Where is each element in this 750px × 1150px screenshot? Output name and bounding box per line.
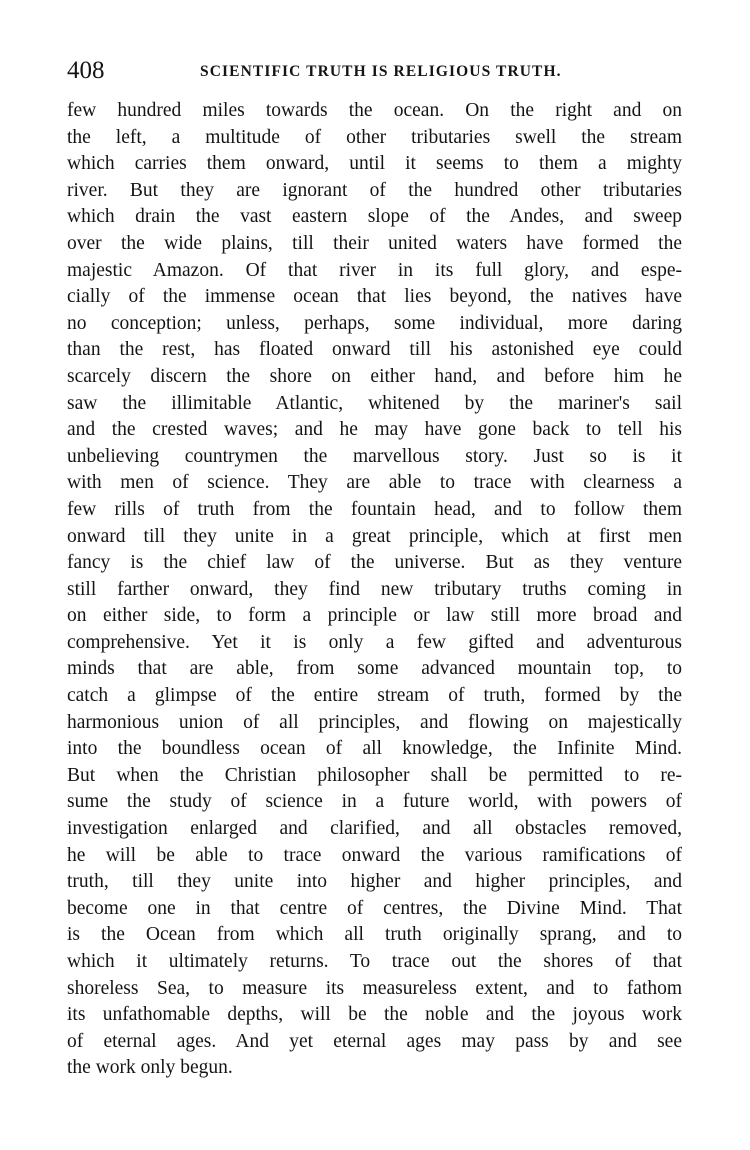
page-number: 408 [67,57,105,84]
text-line: and the crested waves; and he may have gone back to tell his [67,419,682,441]
text-line: scarcely discern the shore on either hand, and before him he [67,365,682,387]
text-line: river. But they are ignorant of the hundred other tributaries [67,179,682,201]
text-line: over the wide plains, till their united waters have formed the [67,232,682,254]
text-line: become one in that centre of centres, the Divine Mind. That [67,897,682,919]
text-line: truth, till they unite into higher and higher principles, and [67,871,682,893]
body-text [67,98,682,1082]
text-line: than the rest, has floated onward till his astonished eye could [67,339,682,361]
text-line: he will be able to trace onward the various ramifications of [67,844,682,866]
text-line: fancy is the chief law of the universe. But as they venture [67,552,682,574]
text-line: which it ultimately returns. To trace out the shores of that [67,951,682,972]
text-line: with men of science. They are able to trace with clearness a [67,472,682,494]
text-line: is the Ocean from which all truth originally sprang, and to [67,924,682,946]
text-line: catch a glimpse of the entire stream of truth, formed by the [67,685,682,707]
text-line: shoreless Sea, to measure its measureless extent, and to fathom [67,977,682,999]
text-line: onward till they unite in a great principle, which at first men [67,525,682,547]
text-line: unbelieving countrymen the marvellous story. Just so is it [67,445,682,467]
text-line: investigation enlarged and clarified, and all obstacles removed, [67,818,682,840]
text-line: which drain the vast eastern slope of the Andes, and sweep [67,206,682,228]
text-line: the work only begun. [67,1057,233,1079]
text-line: the left, a multitude of other tributaries swell the stream [67,126,682,148]
text-line: saw the illimitable Atlantic, whitened by the mariner's sail [67,392,682,414]
text-line: comprehensive. Yet it is only a few gifted and adventurous [67,631,682,653]
text-line: no conception; unless, perhaps, some individual, more daring [67,312,682,334]
text-line: on either side, to form a principle or law still more broad and [67,605,682,627]
text-line: which carries them onward, until it seems to them a mighty [67,153,682,175]
text-line: minds that are able, from some advanced mountain top, to [67,658,682,680]
text-line: into the boundless ocean of all knowledge, the Infinite Mind. [67,738,682,760]
text-line: cially of the immense ocean that lies beyond, the natives have [67,286,682,308]
text-line: harmonious union of all principles, and flowing on majestically [67,711,682,733]
running-head [67,56,682,88]
text-line: few hundred miles towards the ocean. On the right and on [67,100,682,121]
text-line: of eternal ages. And yet eternal ages may pass by and see [67,1030,682,1052]
text-line: its unfathomable depths, will be the noble and the joyous work [67,1004,682,1026]
text-line: few rills of truth from the fountain head, and to follow them [67,498,682,520]
running-title: SCIENTIFIC TRUTH IS RELIGIOUS TRUTH. [200,63,562,80]
text-line: sume the study of science in a future world, with powers of [67,791,682,813]
text-line: still farther onward, they find new tributary truths coming in [67,578,682,600]
text-line: But when the Christian philosopher shall be permitted to re- [67,764,682,786]
text-line: majestic Amazon. Of that river in its full glory, and espe- [67,259,682,281]
